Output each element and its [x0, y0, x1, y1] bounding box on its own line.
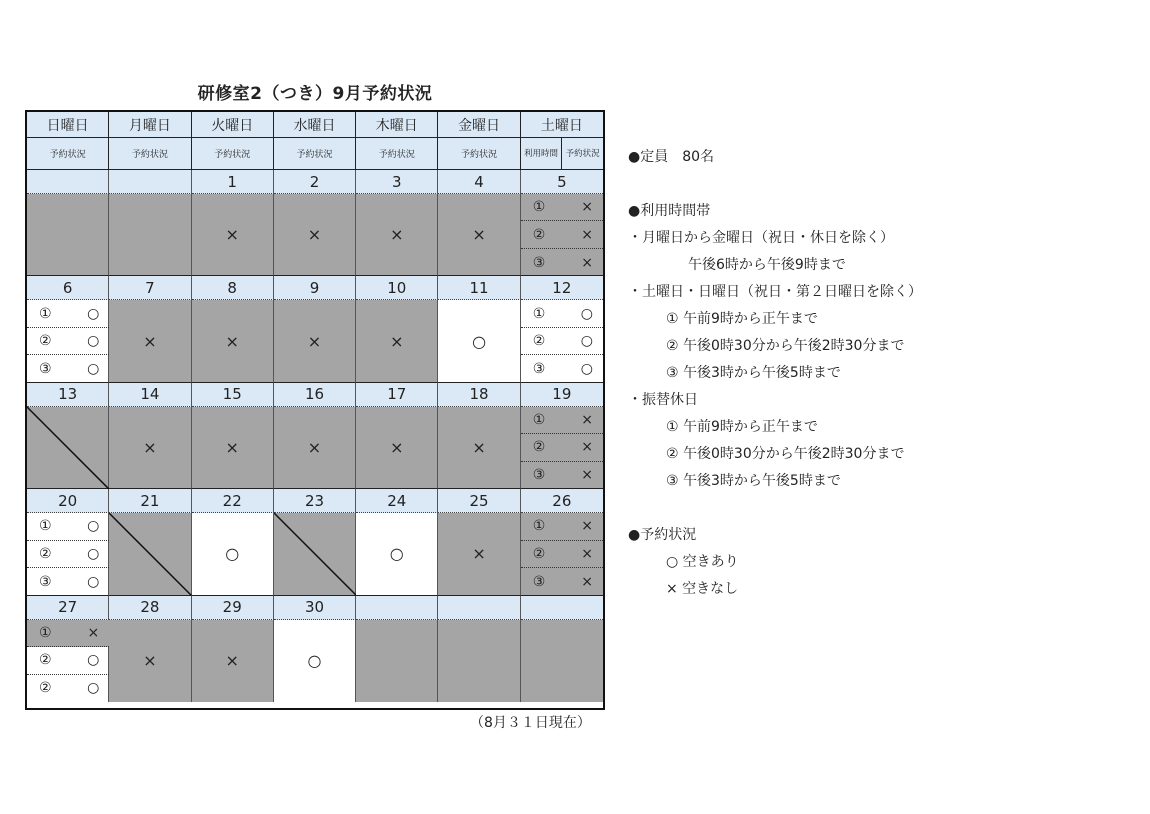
slot-status: × — [581, 412, 593, 429]
day-cell — [109, 300, 191, 382]
status-heading: ●予約状況 — [628, 527, 697, 543]
time-slot — [27, 568, 109, 595]
date-number: 12 — [521, 276, 603, 300]
date-number: 28 — [109, 596, 191, 620]
slot-number: ② — [532, 226, 546, 243]
slot-number: ③ — [39, 361, 52, 378]
day-cell — [521, 620, 603, 702]
date-number: 13 — [27, 383, 109, 407]
slot-status: × — [581, 226, 593, 243]
date-number: 20 — [27, 489, 109, 513]
day-cell — [356, 194, 438, 276]
holiday-heading: ・振替休日 — [628, 392, 698, 408]
day-cell — [356, 300, 438, 382]
time-subheader: 利用時間 — [521, 138, 563, 169]
date-number — [521, 596, 603, 620]
day-cell — [192, 407, 274, 489]
availability-mark: ○ — [389, 544, 404, 564]
date-number — [27, 170, 109, 194]
status-subheader: 予約状況 — [565, 148, 600, 159]
slot-number: ② — [39, 545, 52, 562]
slot-number: ② — [532, 439, 546, 456]
day-cell — [27, 300, 109, 382]
time-slot — [27, 541, 109, 568]
weekday-header: 土曜日 — [521, 112, 603, 138]
availability-mark: ○ — [225, 544, 240, 564]
hours-heading: ●利用時間帯 — [628, 203, 711, 219]
availability-mark: ○ — [307, 651, 322, 671]
time-slot — [521, 300, 603, 327]
day-cell — [109, 407, 191, 489]
slot-number: ② — [39, 652, 52, 669]
day-cell — [274, 407, 356, 489]
slot-status: ○ — [87, 680, 100, 697]
availability-mark: × — [225, 331, 239, 351]
day-cell — [27, 513, 109, 595]
weekend-heading: ・土曜日・日曜日（祝日・第２日曜日を除く） — [628, 284, 922, 300]
availability-mark: × — [143, 437, 157, 457]
date-number: 4 — [438, 170, 520, 194]
time-slot — [521, 249, 603, 276]
date-number: 5 — [521, 170, 603, 194]
time-slot — [27, 675, 109, 702]
day-cell — [274, 194, 356, 276]
weekday-header: 木曜日 — [356, 112, 438, 138]
holiday-slot-3: ③ 午後3時から午後5時まで — [666, 473, 841, 489]
slot-status: ○ — [87, 518, 100, 535]
time-slot — [521, 194, 603, 221]
slot-number: ① — [532, 518, 546, 535]
slot-number: ① — [39, 518, 52, 535]
slot-status: ○ — [580, 305, 593, 322]
weekday-header: 金曜日 — [438, 112, 520, 138]
day-cell — [521, 513, 603, 595]
day-cell — [438, 513, 520, 595]
weekday-heading: ・月曜日から金曜日（祝日・休日を除く） — [628, 230, 894, 246]
slot-status: × — [581, 439, 593, 456]
day-cell — [356, 407, 438, 489]
slot-number: ② — [532, 333, 546, 350]
day-cell — [521, 407, 603, 489]
availability-mark: × — [225, 437, 239, 457]
day-cell — [27, 620, 109, 702]
slot-number: ③ — [532, 573, 546, 590]
weekday-header: 水曜日 — [274, 112, 356, 138]
date-number: 23 — [274, 489, 356, 513]
time-slot — [521, 355, 603, 382]
day-cell — [274, 300, 356, 382]
weekday-header: 月曜日 — [109, 112, 191, 138]
weekday-header: 火曜日 — [192, 112, 274, 138]
availability-mark: × — [307, 331, 322, 351]
weekend-slot-2: ② 午後0時30分から午後2時30分まで — [666, 338, 905, 354]
slot-status: ○ — [87, 305, 100, 322]
availability-mark: × — [472, 225, 486, 245]
day-cell — [192, 513, 274, 595]
time-slot — [521, 328, 603, 355]
date-number: 15 — [192, 383, 274, 407]
date-number: 30 — [274, 596, 356, 620]
date-number: 26 — [521, 489, 603, 513]
holiday-slot-1: ① 午前9時から正午まで — [666, 419, 818, 435]
status-subheader: 予約状況 — [438, 138, 520, 170]
closed-diagonal — [274, 513, 356, 595]
weekend-slot-3: ③ 午後3時から午後5時まで — [666, 365, 841, 381]
slot-status: × — [581, 467, 593, 484]
availability-mark: × — [225, 651, 239, 671]
page-title: 研修室2（つき）9月予約状況 — [197, 84, 433, 104]
slot-number: ① — [532, 305, 546, 322]
time-slot — [521, 568, 603, 595]
slot-status: ○ — [87, 545, 100, 562]
saturday-subheader — [521, 138, 603, 170]
day-cell — [109, 620, 191, 702]
date-number: 16 — [274, 383, 356, 407]
day-cell — [192, 194, 274, 276]
day-cell — [521, 194, 603, 276]
status-subheader: 予約状況 — [27, 138, 109, 170]
day-cell — [192, 620, 274, 702]
date-number: 27 — [27, 596, 109, 620]
time-slot — [27, 620, 109, 647]
day-cell — [356, 513, 438, 595]
weekend-slot-1: ① 午前9時から正午まで — [666, 311, 818, 327]
availability-mark: × — [143, 331, 157, 351]
date-number — [109, 170, 191, 194]
availability-mark: × — [472, 544, 486, 564]
availability-mark: × — [390, 437, 404, 457]
status-subheader: 予約状況 — [192, 138, 274, 170]
slot-number: ② — [532, 545, 546, 562]
slot-status: ○ — [87, 652, 100, 669]
availability-mark: × — [390, 331, 404, 351]
date-number: 11 — [438, 276, 520, 300]
date-number: 17 — [356, 383, 438, 407]
date-number: 21 — [109, 489, 191, 513]
slot-status: × — [581, 254, 593, 271]
day-cell — [438, 300, 520, 382]
status-subheader: 予約状況 — [274, 138, 356, 170]
time-slot — [27, 300, 109, 327]
availability-mark: × — [225, 225, 239, 245]
closed-diagonal — [109, 513, 191, 595]
slot-number: ② — [39, 680, 52, 697]
day-cell — [109, 513, 191, 595]
slot-number: ② — [39, 333, 52, 350]
slot-number: ① — [532, 412, 546, 429]
availability-mark: × — [307, 437, 322, 457]
info-panel — [628, 144, 922, 603]
slot-status: ○ — [87, 361, 100, 378]
time-slot — [521, 407, 603, 434]
availability-mark: ○ — [472, 331, 487, 351]
date-number: 19 — [521, 383, 603, 407]
time-slot — [521, 434, 603, 461]
status-full: × 空きなし — [666, 581, 739, 597]
slot-status: ○ — [87, 573, 100, 590]
day-cell — [521, 300, 603, 382]
capacity-text: ●定員 80名 — [628, 149, 715, 165]
slot-status: × — [581, 545, 593, 562]
time-slot — [27, 328, 109, 355]
status-subheader: 予約状況 — [109, 138, 191, 170]
slot-status: × — [581, 199, 593, 216]
availability-mark: × — [390, 225, 404, 245]
time-slot — [27, 355, 109, 382]
day-cell — [192, 300, 274, 382]
time-slot — [521, 541, 603, 568]
date-number: 18 — [438, 383, 520, 407]
slot-number: ① — [39, 305, 52, 322]
availability-mark: × — [472, 437, 486, 457]
date-number: 29 — [192, 596, 274, 620]
date-number — [438, 596, 520, 620]
weekday-header: 日曜日 — [27, 112, 109, 138]
reservation-calendar — [25, 110, 605, 710]
time-slot — [27, 647, 109, 674]
date-number: 14 — [109, 383, 191, 407]
availability-mark: × — [143, 651, 157, 671]
weekday-hours: 午後6時から午後9時まで — [688, 257, 846, 273]
slot-number: ① — [39, 624, 52, 641]
day-cell — [109, 194, 191, 276]
day-cell — [438, 194, 520, 276]
status-available: ○ 空きあり — [666, 554, 739, 570]
slot-number: ③ — [532, 361, 546, 378]
day-cell — [356, 620, 438, 702]
time-slot — [521, 462, 603, 489]
slot-number: ③ — [532, 467, 546, 484]
date-number: 6 — [27, 276, 109, 300]
time-slot — [521, 221, 603, 248]
closed-diagonal — [27, 407, 109, 489]
date-number: 22 — [192, 489, 274, 513]
slot-status: × — [87, 624, 100, 641]
day-cell — [27, 194, 109, 276]
slot-number: ③ — [39, 573, 52, 590]
date-number: 8 — [192, 276, 274, 300]
availability-mark: × — [307, 225, 322, 245]
slot-number: ① — [532, 199, 546, 216]
date-number: 10 — [356, 276, 438, 300]
date-number: 7 — [109, 276, 191, 300]
as-of-date: （8月３１日現在） — [470, 715, 591, 731]
slot-status: ○ — [87, 333, 100, 350]
slot-number: ③ — [532, 254, 546, 271]
date-number: 25 — [438, 489, 520, 513]
slot-status: × — [581, 518, 593, 535]
date-number: 9 — [274, 276, 356, 300]
date-number: 3 — [356, 170, 438, 194]
holiday-slot-2: ② 午後0時30分から午後2時30分まで — [666, 446, 905, 462]
date-number — [356, 596, 438, 620]
date-number: 2 — [274, 170, 356, 194]
slot-status: ○ — [580, 361, 593, 378]
slot-status: × — [581, 573, 593, 590]
day-cell — [438, 620, 520, 702]
date-number: 1 — [192, 170, 274, 194]
slot-status: ○ — [580, 333, 593, 350]
day-cell — [274, 620, 356, 702]
day-cell — [274, 513, 356, 595]
time-slot — [521, 513, 603, 540]
status-subheader: 予約状況 — [356, 138, 438, 170]
day-cell — [27, 407, 109, 489]
day-cell — [438, 407, 520, 489]
date-number: 24 — [356, 489, 438, 513]
time-slot — [27, 513, 109, 540]
